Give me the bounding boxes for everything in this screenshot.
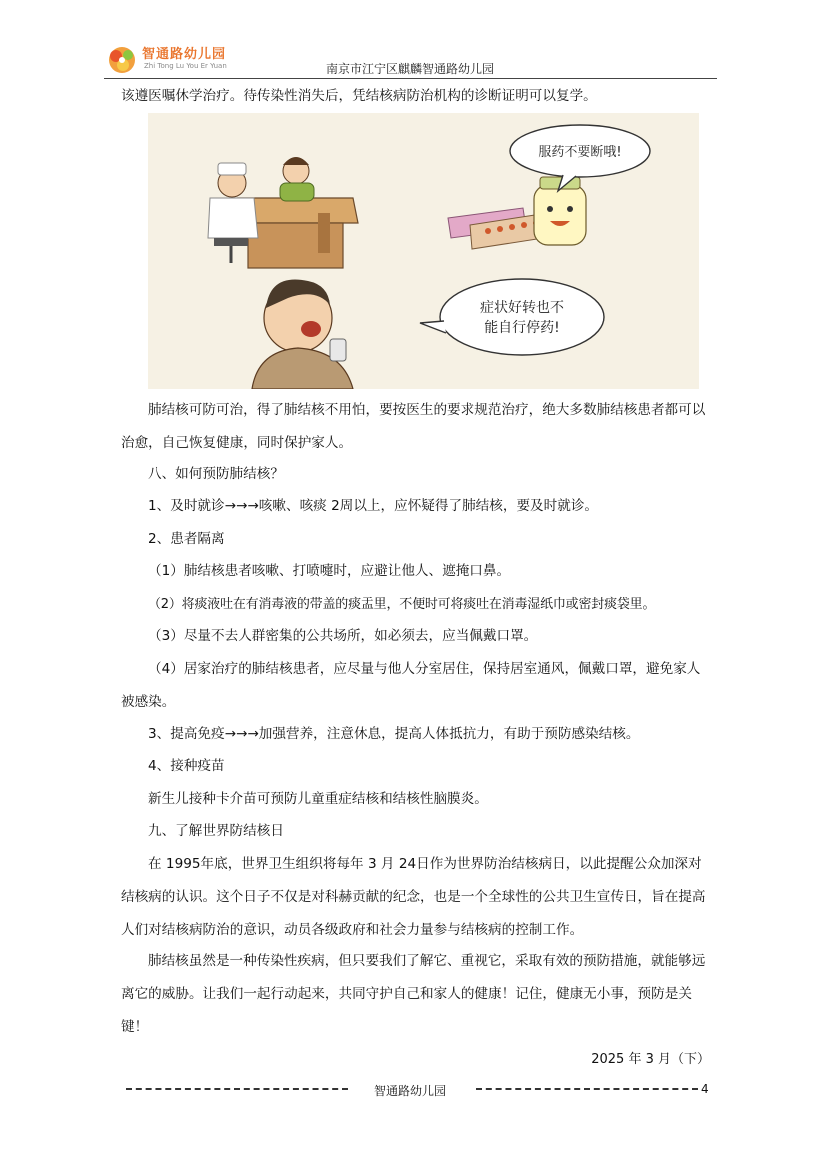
page-header [104,40,717,79]
paragraph: 肺结核可防可治，得了肺结核不用怕，要按医生的要求规范治疗，绝大多数肺结核患者都可以治愈，自己恢复健康，同时保护家人。 [121,402,706,451]
section-heading: 九、了解世界防结核日 [148,823,284,839]
footer-dash-left [126,1088,348,1090]
footer-dash-right [476,1088,698,1090]
page-footer [126,1082,711,1102]
issue-date: 2025 年 3 月（下） [591,1052,710,1067]
illustration-drawing [148,113,699,389]
paragraph: 该遵医嘱休学治疗。待传染性消失后，凭结核病防治机构的诊断证明可以复学。 [121,88,597,104]
footer-kindergarten-name: 智通路幼儿园 [374,1084,447,1098]
logo-chinese-text: 智通路幼儿园 [142,47,227,62]
paragraph: （3）尽量不去人群密集的公共场所，如必须去，应当佩戴口罩。 [148,628,538,644]
paragraph: （1）肺结核患者咳嗽、打喷嚏时，应避让他人、遮掩口鼻。 [148,563,511,579]
paragraph: 肺结核虽然是一种传染性疾病，但只要我们了解它、重视它，采取有效的预防措施，就能够远离它的威胁。让我们一起行动起来，共同守护自己和家人的健康！记住，健康无小事，预防是关键！ [121,953,706,1035]
kindergarten-logo [104,40,264,76]
subheading: 4、接种疫苗 [148,758,225,774]
subheading: 2、患者隔离 [148,531,225,547]
logo-pinyin-text: Zhi Tong Lu You Er Yuan [144,62,227,70]
paragraph: 新生儿接种卡介苗可预防儿童重症结核和结核性脑膜炎。 [148,791,488,807]
paragraph: 在 1995年底，世界卫生组织将每年 3 月 24日作为世界防治结核病日，以此提醒公众加深对结核病的认识。这个日子不仅是对科赫贡献的纪念，也是一个全球性的公共卫生宣传日，旨在提高人们对结核病防治的意识，动员各级政府和社会力量参与结核病的控制工作。 [121,856,706,938]
treatment-illustration [148,113,699,389]
paragraph: 1、及时就诊→→→咳嗽、咳痰 2周以上，应怀疑得了肺结核，要及时就诊。 [148,498,599,514]
paragraph: （4）居家治疗的肺结核患者，应尽量与他人分室居住，保持居室通风，佩戴口罩，避免家人被感染。 [121,661,701,710]
logo-badge-icon [106,44,138,74]
header-title: 南京市江宁区麒麟智通路幼儿园 [326,62,495,76]
bottom-speech-bubble-line2: 能自行停药! [484,320,560,336]
section-heading: 八、如何预防肺结核？ [148,466,284,482]
page-number: 4 [701,1082,709,1096]
top-speech-bubble-text: 服药不要断哦! [538,145,622,160]
paragraph: 3、提高免疫→→→加强营养，注意休息，提高人体抵抗力，有助于预防感染结核。 [148,726,640,742]
bottom-speech-bubble-line1: 症状好转也不 [480,300,564,316]
paragraph: （2）将痰液吐在有消毒液的带盖的痰盂里，不便时可将痰吐在消毒湿纸巾或密封痰袋里。 [148,597,656,612]
